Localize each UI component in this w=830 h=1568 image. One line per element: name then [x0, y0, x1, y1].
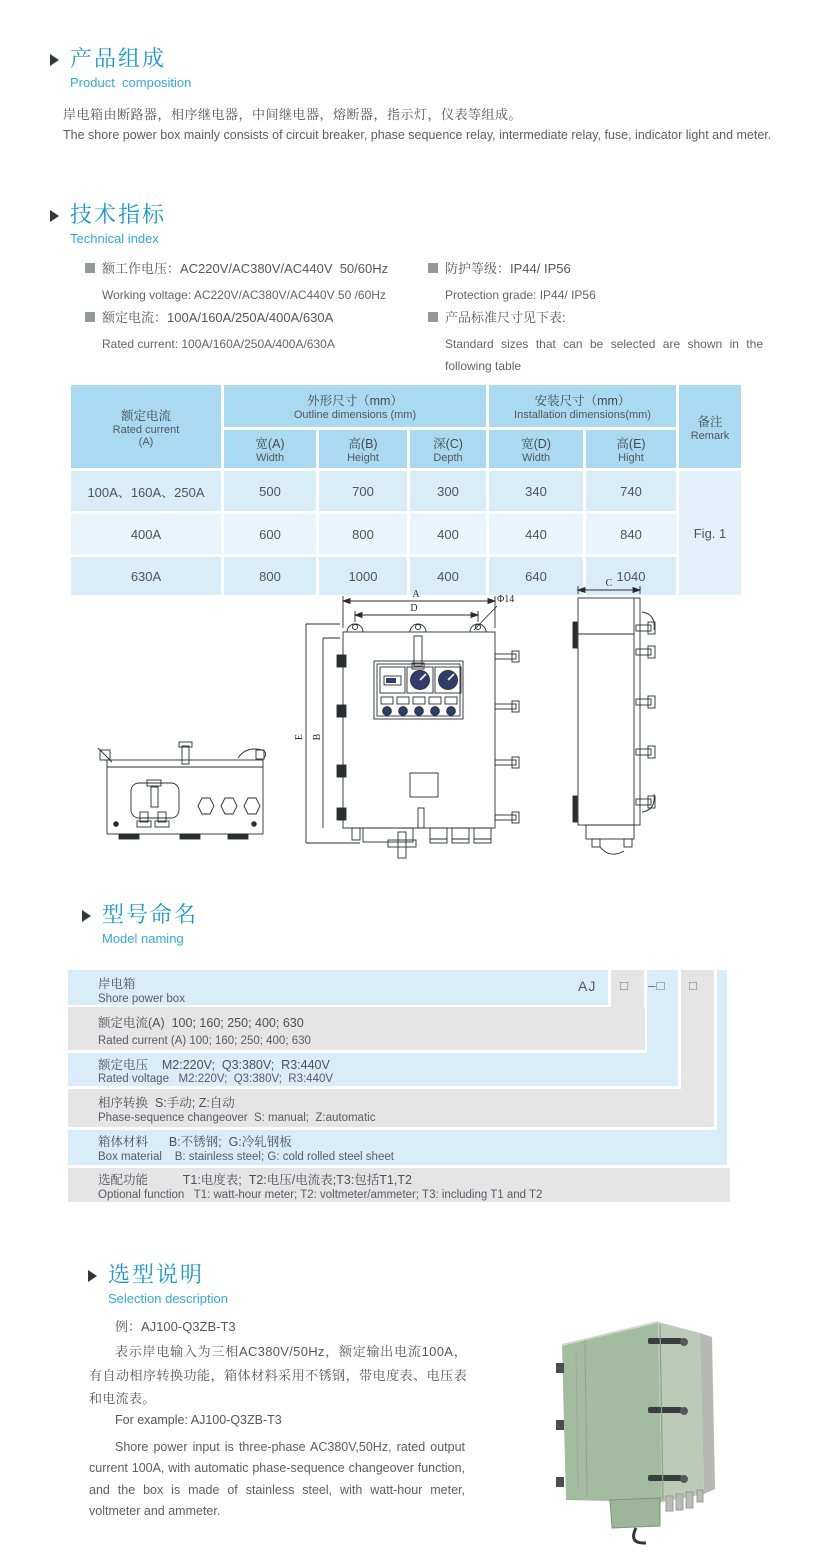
cell-current: 630A	[71, 557, 221, 595]
composition-text-en: The shore power box mainly consists of circuit breaker, phase sequence relay, intermediate relay, fuse, indicator light and meter.	[63, 128, 772, 142]
header-remark	[679, 385, 741, 468]
cell-install-width: 640	[489, 557, 583, 595]
section-titles	[102, 903, 198, 946]
section-title-en: Product composition	[70, 75, 192, 91]
header-unit: (A)	[138, 435, 154, 448]
model-naming-table	[68, 970, 730, 1202]
placeholder-box-icon: □	[689, 978, 699, 993]
spec-line-cn	[85, 258, 388, 277]
cell-current: 400A	[71, 514, 221, 554]
section-titles	[70, 47, 191, 90]
section-arrow-icon	[50, 54, 59, 66]
model-row-cn: 额定电压 M2:220V; Q3:380V; R3:440V	[98, 1058, 330, 1072]
header-depth-c	[410, 430, 486, 468]
spec-cn-text: 防护等级：IP44/ IP56	[445, 261, 571, 276]
header-cn: 安装尺寸（mm）	[534, 394, 631, 408]
header-cn: 高(B)	[348, 437, 378, 451]
cell-remark: Fig. 1	[679, 471, 741, 595]
spec-cn-text: 额定电流：100A/160A/250A/400A/630A	[102, 310, 334, 325]
model-row-en: Rated current (A) 100; 160; 250; 400; 630	[98, 1035, 311, 1047]
section-title-en: Selection description	[108, 1291, 228, 1307]
spec-cn-text: 产品标准尺寸见下表:	[445, 310, 566, 325]
spec-working-voltage	[85, 258, 388, 307]
section-product-composition	[50, 47, 191, 90]
header-height-b	[319, 430, 407, 468]
header-en: Height	[347, 452, 379, 464]
cell-width: 800	[224, 557, 316, 595]
cell-depth: 400	[410, 557, 486, 595]
dim-label-c: C	[605, 578, 613, 589]
header-en: Rated current	[112, 423, 180, 436]
model-row-en: Phase-sequence changeover S: manual; Z:automatic	[98, 1112, 376, 1124]
header-en: Depth	[433, 452, 463, 464]
header-width-d	[489, 430, 583, 468]
section-model-naming	[82, 903, 198, 946]
model-row-cn: 岸电箱	[98, 977, 136, 991]
header-outline-dimensions	[224, 385, 486, 427]
dim-label-e: E	[294, 733, 305, 741]
header-cn: 额定电流	[120, 408, 171, 423]
cell-height: 1000	[319, 557, 407, 595]
placeholder-dash-box-icon: –□	[648, 978, 666, 993]
section-title-cn: 技术指标	[70, 202, 167, 227]
header-en: Hight	[618, 452, 644, 464]
cell-width: 500	[224, 471, 316, 511]
section-titles	[108, 1263, 228, 1306]
spec-line-cn	[428, 258, 596, 277]
selection-body-cn: 表示岸电输入为三相AC380V/50Hz，额定输出电流100A，有自动相序转换功能，箱体材料采用不锈钢，带电度表、电压表和电流表。	[89, 1344, 467, 1406]
cell-install-height: 740	[586, 471, 676, 511]
model-row-shore-power-box	[68, 970, 608, 1005]
section-selection-description	[88, 1263, 228, 1306]
table-row	[71, 471, 741, 511]
square-bullet-icon	[428, 312, 438, 322]
spec-en-text: Working voltage: AC220V/AC380V/AC440V 50 /60Hz	[102, 288, 386, 302]
selection-example-cn: 例：AJ100-Q3ZB-T3	[115, 1319, 236, 1334]
model-row-box-material	[68, 1130, 726, 1165]
section-title-cn: 选型说明	[108, 1262, 205, 1287]
selection-body-en: Shore power input is three-phase AC380V,50Hz, rated output current 100A, with automatic phase-sequence changeover function, and the box is made of stainless steel, with watt-hour meter, voltmeter and ammeter.	[89, 1440, 465, 1519]
spec-standard-sizes	[428, 307, 763, 377]
model-prefix: AJ	[578, 978, 597, 994]
cell-width: 600	[224, 514, 316, 554]
header-en: Outline dimensions (mm)	[293, 409, 417, 421]
cell-depth: 300	[410, 471, 486, 511]
header-en: Installation dimensions(mm)	[514, 409, 651, 421]
square-bullet-icon	[428, 263, 438, 273]
header-en: Width	[521, 452, 551, 464]
cell-height: 700	[319, 471, 407, 511]
cell-depth: 400	[410, 514, 486, 554]
section-title-cn: 型号命名	[102, 902, 199, 927]
section-arrow-icon	[88, 1270, 97, 1282]
product-photo	[540, 1290, 830, 1568]
model-row-cn: 额定电流(A) 100; 160; 250; 400; 630	[98, 1016, 304, 1030]
model-row-cn: 箱体材料 B:不锈钢; G:冷轧钢板	[98, 1135, 292, 1149]
spec-cn-text: 额工作电压：AC220V/AC380V/AC440V 50/60Hz	[102, 261, 389, 276]
cell-install-width: 340	[489, 471, 583, 511]
dim-label-a: A	[412, 589, 420, 600]
spec-rated-current	[85, 307, 335, 356]
spec-en-text: Standard sizes that can be selected are shown in the following table	[445, 337, 763, 373]
dimensions-table	[68, 382, 744, 598]
cell-install-height: 1040	[586, 557, 676, 595]
section-arrow-icon	[50, 210, 59, 222]
section-title-en: Model naming	[102, 931, 184, 947]
header-cn: 深(C)	[433, 437, 463, 451]
dim-label-d: D	[410, 603, 418, 614]
cell-install-height: 840	[586, 514, 676, 554]
table-row	[71, 514, 741, 554]
model-row-phase-sequence	[68, 1089, 713, 1127]
cell-current: 100A、160A、250A	[71, 471, 221, 511]
model-row-en: Optional function T1: watt-hour meter; T2: voltmeter/ammeter; T3: including T1 and T2	[98, 1189, 543, 1201]
technical-drawing	[0, 575, 830, 890]
cell-install-width: 440	[489, 514, 583, 554]
section-titles	[70, 203, 166, 246]
section-technical-index	[50, 203, 166, 246]
dim-label-dia: Φ14	[497, 594, 515, 605]
section-title-en: Technical index	[70, 231, 159, 247]
header-cn: 外形尺寸（mm）	[307, 394, 403, 408]
model-row-en: Shore power box	[98, 993, 185, 1005]
header-en: Width	[255, 452, 285, 464]
model-row-cn: 相序转换 S:手动; Z:自动	[98, 1096, 235, 1110]
spec-en-text: Protection grade: IP44/ IP56	[445, 288, 596, 302]
header-height-e	[586, 430, 676, 468]
model-row-optional-function	[68, 1168, 730, 1202]
selection-example-en: For example: AJ100-Q3ZB-T3	[115, 1413, 282, 1427]
square-bullet-icon	[85, 312, 95, 322]
composition-text-cn: 岸电箱由断路器，相序继电器，中间继电器，熔断器，指示灯，仪表等组成。	[63, 107, 523, 122]
header-cn: 高(E)	[616, 437, 646, 451]
header-rated-current	[71, 385, 221, 468]
cell-height: 800	[319, 514, 407, 554]
square-bullet-icon	[85, 263, 95, 273]
header-width-a	[224, 430, 316, 468]
model-row-en: Rated voltage M2:220V; Q3:380V; R3:440V	[98, 1073, 334, 1085]
header-en: Remark	[690, 429, 730, 442]
header-cn: 宽(D)	[521, 437, 551, 451]
model-row-rated-current	[68, 1007, 645, 1050]
model-row-en: Box material B: stainless steel; G: cold rolled steel sheet	[98, 1151, 394, 1163]
spec-protection-grade	[428, 258, 596, 307]
model-row-rated-voltage	[68, 1053, 678, 1086]
header-cn: 宽(A)	[255, 437, 285, 451]
spec-line-cn	[428, 307, 763, 326]
section-title-cn: 产品组成	[70, 46, 167, 71]
spec-en-text: Rated current: 100A/160A/250A/400A/630A	[102, 337, 335, 351]
header-installation-dimensions	[489, 385, 676, 427]
spec-line-cn	[85, 307, 335, 326]
placeholder-box-icon: □	[620, 978, 630, 993]
model-row-cn: 选配功能 T1:电度表; T2:电压/电流表;T3:包括T1,T2	[98, 1173, 412, 1187]
section-arrow-icon	[82, 910, 91, 922]
header-cn: 备注	[697, 414, 723, 429]
dim-label-b: B	[312, 733, 323, 741]
